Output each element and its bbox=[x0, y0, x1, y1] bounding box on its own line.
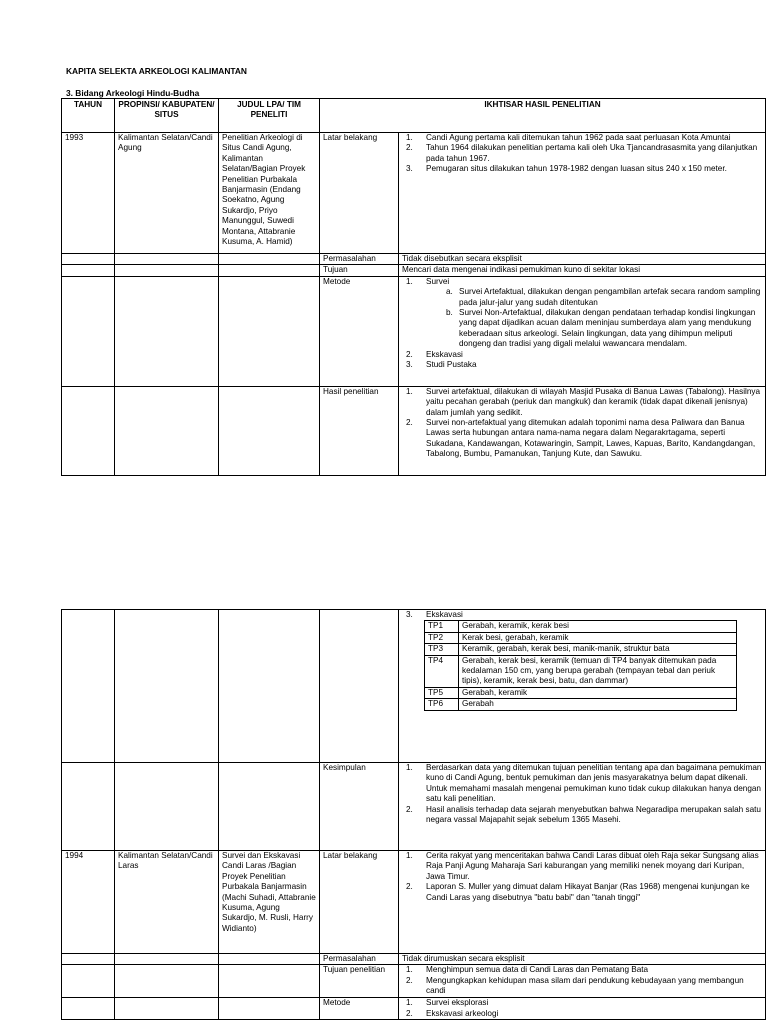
hasil-content bbox=[399, 386, 766, 475]
site-cell: Kalimantan Selatan/Candi Agung bbox=[115, 133, 219, 254]
tujuan-content bbox=[399, 965, 766, 998]
list-item: 2. Hasil analisis terhadap data sejarah menyebutkan bahwa Negaradipa merupakan salah satu negara vassal Majapahit sejak sebelum 1365 Masehi. bbox=[406, 804, 761, 825]
list-item: 1. Candi Agung pertama kali ditemukan tahun 1962 pada saat perluasan Kota Amuntai bbox=[406, 133, 731, 142]
table-row bbox=[62, 254, 766, 265]
column-header-tahun: TAHUN bbox=[62, 99, 115, 133]
permasalahan-content: Tidak dirumuskan secara eksplisit bbox=[399, 954, 766, 965]
ekskavasi-content bbox=[399, 610, 766, 763]
table-row bbox=[62, 763, 766, 851]
column-header-ikhtisar: IKHTISAR HASIL PENELITIAN bbox=[320, 99, 766, 133]
table-row: TP6 Gerabah bbox=[425, 699, 737, 710]
list-item: 1. Berdasarkan data yang ditemukan tujuan penelitian tentang apa dan bagaimana pemukiman kuno di Candi Agung, bentuk pemukiman dan jenis masyarakatnya belum dapat dikenali. Untuk memahami masalah mengenai pemukiman kuno tidak cukup dilakukan hanya dengan satu kali penelitian. bbox=[406, 763, 762, 804]
list-item: 3. Ekskavasi bbox=[406, 610, 463, 619]
research-table-part-2 bbox=[61, 609, 766, 1020]
column-header-judul: JUDUL LPA/ TIM PENELITI bbox=[219, 99, 320, 133]
category-label: Kesimpulan bbox=[320, 763, 399, 851]
table-row: TP3 Keramik, gerabah, kerak besi, manik-manik, struktur bata bbox=[425, 644, 737, 655]
table-row bbox=[62, 610, 766, 763]
table-row: TP2 Kerak besi, gerabah, keramik bbox=[425, 632, 737, 643]
table-row: TP1 Gerabah, keramik, kerak besi bbox=[425, 621, 737, 632]
latar-belakang-content bbox=[399, 133, 766, 254]
list-item: 1. Survei a. Survei Artefaktual, dilakukan dengan pengambilan artefak secara random sampling pada jalur-jalur yang sudah ditentukan b. Survei Non-Artefaktual, dilakukan dengan pendataan terhadap kondisi lingkungan yang dapat dijadikan acuan dalam meninjau sumberdaya alam yang mendukung keberadaan situs arkeologi. Selain lingkungan, data yang dihimpun meliputi dongeng dan tradisi yang digali melalui wawancara mendalam. bbox=[406, 276, 761, 349]
category-label: Latar belakang bbox=[320, 851, 399, 954]
metode-content bbox=[399, 276, 766, 386]
list-item: 2. Ekskavasi arkeologi bbox=[406, 1008, 499, 1018]
site-cell: Kalimantan Selatan/Candi Laras bbox=[115, 851, 219, 954]
list-item: 3. Pemugaran situs dilakukan tahun 1978-1982 dengan luasan situs 240 x 150 meter. bbox=[406, 164, 727, 174]
table-row bbox=[62, 265, 766, 276]
category-label: Metode bbox=[320, 998, 399, 1020]
table-row bbox=[62, 851, 766, 954]
year-cell: 1993 bbox=[62, 133, 115, 254]
table-row bbox=[62, 386, 766, 475]
kesimpulan-content bbox=[399, 763, 766, 851]
category-label: Metode bbox=[320, 276, 399, 386]
list-item: 1. Menghimpun semua data di Candi Laras dan Pematang Bata bbox=[406, 965, 649, 975]
title-cell: Survei dan Ekskavasi Candi Laras /Bagian Proyek Penelitian Purbakala Banjarmasin (Machi Suhadi, Attabranie Kusuma, Agung Sukardjo, M. Rusli, Harry Widianto) bbox=[219, 851, 320, 954]
list-item: 2. Ekskavasi bbox=[406, 349, 463, 359]
table-row bbox=[62, 133, 766, 254]
page-title: KAPITA SELEKTA ARKEOLOGI KALIMANTAN bbox=[66, 66, 247, 76]
list-item: 2. Mengungkapkan kehidupan masa silam dari pendukung kebudayaan yang membangun candi bbox=[406, 975, 744, 996]
list-item: 2. Laporan S. Muller yang dimuat dalam Hikayat Banjar (Ras 1968) mengenai kunjungan ke Candi Laras yang disebutnya "batu babi" dan "tanah tinggi" bbox=[406, 882, 750, 902]
category-label: Permasalahan bbox=[320, 254, 399, 265]
metode-content bbox=[399, 998, 766, 1020]
category-label: Hasil penelitian bbox=[320, 386, 399, 475]
table-row bbox=[62, 998, 766, 1020]
table-row bbox=[62, 276, 766, 386]
list-item: a. Survei Artefaktual, dilakukan dengan pengambilan artefak secara random sampling pada jalur-jalur yang sudah ditentukan bbox=[446, 287, 761, 307]
list-item: b. Survei Non-Artefaktual, dilakukan dengan pendataan terhadap kondisi lingkungan yang dapat dijadikan acuan dalam meninjau sumberdaya alam yang mendukung keberadaan situs arkeologi. Selain lingkungan, data yang dihimpun meliputi dongeng dan tradisi yang digali melalui wawancara mendalam. bbox=[446, 308, 756, 349]
test-pit-table bbox=[424, 620, 737, 710]
latar-belakang-content bbox=[399, 851, 766, 954]
title-cell: Penelitian Arkeologi di Situs Candi Agung, Kalimantan Selatan/Bagian Proyek Penelitian Purbakala Banjarmasin (Endang Soekatno, Agung Sukardjo, Priyo Manunggul, Suwedi Montana, Attabranie Kusuma, A. Hamid) bbox=[219, 133, 320, 254]
section-title: 3. Bidang Arkeologi Hindu-Budha bbox=[66, 88, 200, 98]
table-row: TP4 Gerabah, kerak besi, keramik (temuan di TP4 banyak ditemukan pada kedalaman 150 cm, yang berupa gerabah (tempayan tebal dan periuk tipis), keramik, kerak besi, batu, dan dammar) bbox=[425, 655, 737, 687]
year-cell: 1994 bbox=[62, 851, 115, 954]
table-row: TP5 Gerabah, keramik bbox=[425, 687, 737, 698]
tujuan-content: Mencari data mengenai indikasi pemukiman kuno di sekitar lokasi bbox=[399, 265, 766, 276]
category-label: Latar belakang bbox=[320, 133, 399, 254]
list-item: 3. Studi Pustaka bbox=[406, 360, 477, 370]
category-label: Permasalahan bbox=[320, 954, 399, 965]
table-row bbox=[62, 954, 766, 965]
list-item: 2. Survei non-artefaktual yang ditemukan adalah toponimi nama desa Paliwara dan Banua Lawas serta hubungan antara nama-nama negara dalam Negarakrtagama, seperti Sukadana, Kandawangan, Kotawaringin, Sampit, Lawes, Kapuas, Barito, Kandangdangan, Tabalong, Bumbu, Pamanukan, Tanjung Kute, dan Sawuku. bbox=[406, 418, 756, 459]
list-item: 2. Tahun 1964 dilakukan penelitian pertama kali oleh Uka Tjancandrasasmita yang dilanjutkan pada tahun 1967. bbox=[406, 143, 758, 163]
table-row bbox=[62, 965, 766, 998]
research-table-part-1 bbox=[61, 98, 766, 476]
list-item: 1. Survei artefaktual, dilakukan di wilayah Masjid Pusaka di Banua Lawas (Tabalong). Hasilnya yaitu pecahan gerabah (periuk dan mangkuk) dan keramik (tidak dapat dikenali jenisnya) dalam jumlah yang sedikit. bbox=[406, 386, 761, 417]
table-header-row bbox=[62, 99, 766, 133]
list-item: 1. Cerita rakyat yang menceritakan bahwa Candi Laras dibuat oleh Raja sekar Sungsang alias Raja Panji Agung Maharaja Sari kaburangan yang memiliki nenek moyang dari Kuripan, Jawa Timur. bbox=[406, 851, 759, 881]
list-item: 1. Survei eksplorasi bbox=[406, 998, 489, 1008]
permasalahan-content: Tidak disebutkan secara eksplisit bbox=[399, 254, 766, 265]
category-label: Tujuan bbox=[320, 265, 399, 276]
column-header-propinsi: PROPINSI/ KABUPATEN/ SITUS bbox=[115, 99, 219, 133]
category-label: Tujuan penelitian bbox=[320, 965, 399, 998]
